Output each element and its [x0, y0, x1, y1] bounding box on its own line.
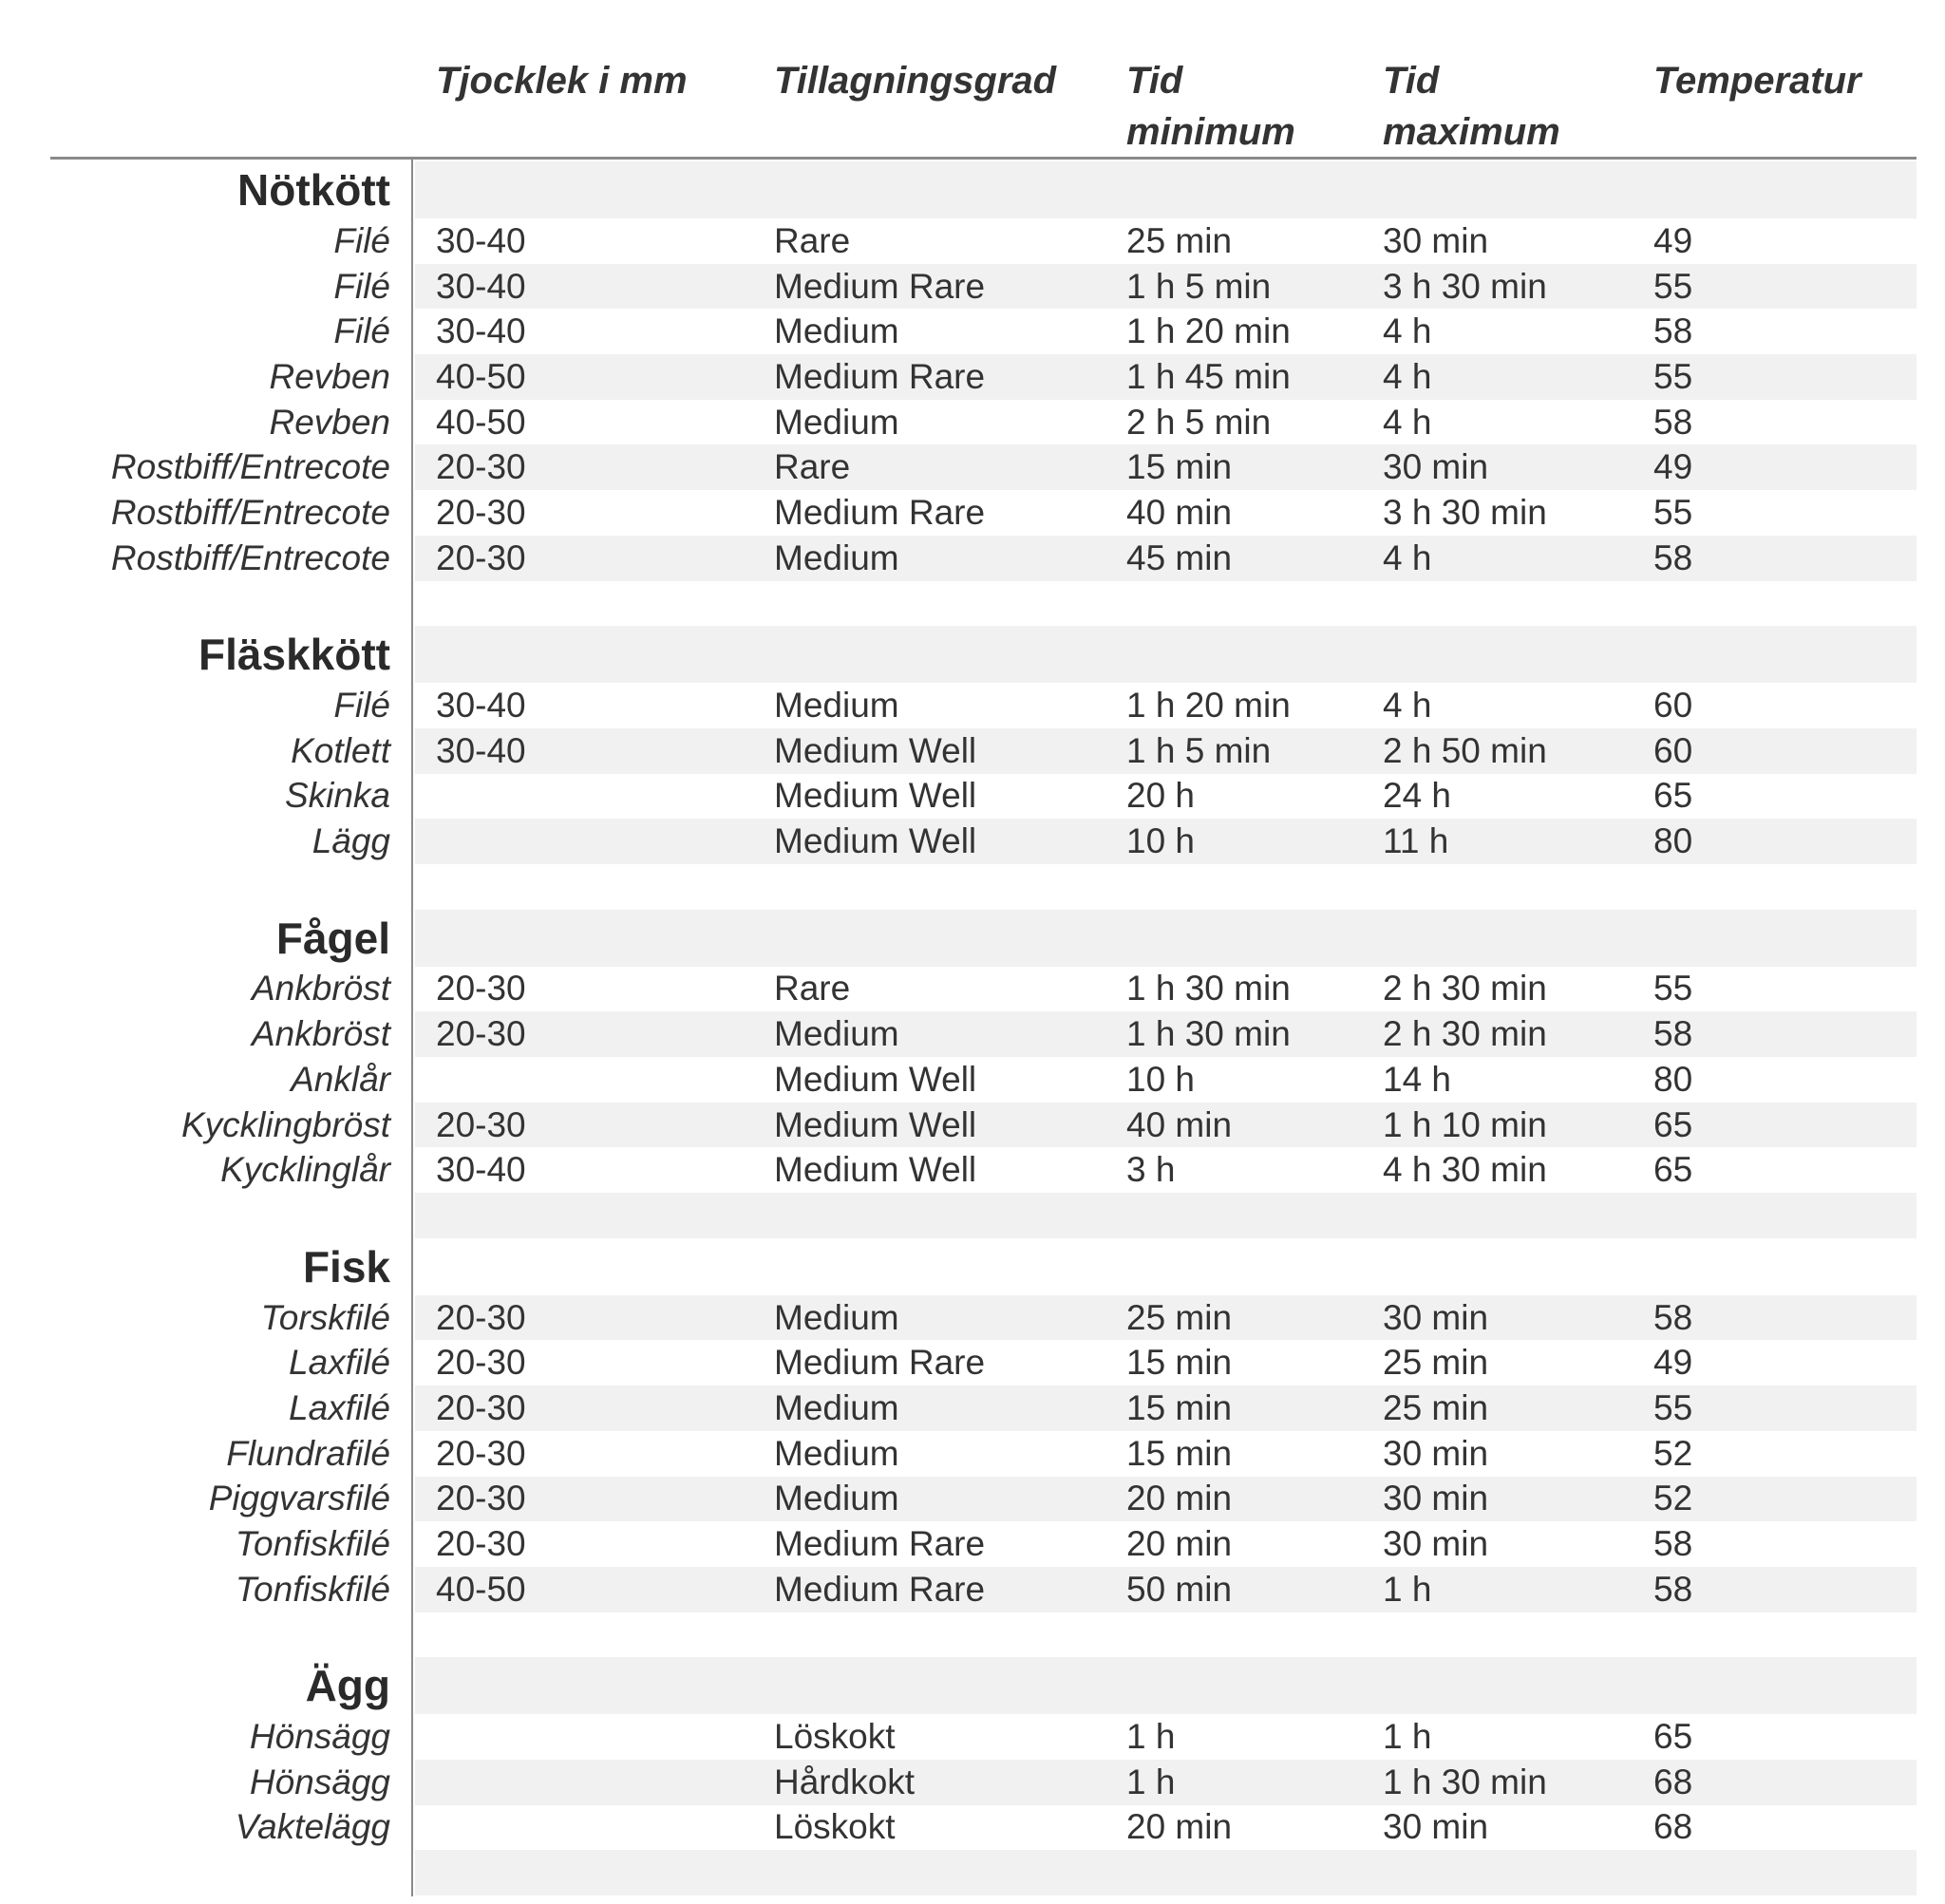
header-divider: [50, 157, 1917, 160]
time-min-cell: 1 h: [1126, 1762, 1176, 1801]
doneness-cell: Medium: [774, 1297, 899, 1337]
time-min-cell: 15 min: [1126, 1387, 1233, 1427]
row-background: [415, 864, 1917, 910]
temperature-cell: 60: [1653, 686, 1693, 726]
thickness-cell: 20-30: [436, 1479, 526, 1518]
time-min-cell: 3 h: [1126, 1150, 1176, 1190]
time-min-cell: 1 h 30 min: [1126, 1014, 1291, 1054]
section-title: Fläskkött: [198, 630, 390, 680]
table-row: [0, 400, 1917, 445]
doneness-cell: Medium: [774, 1387, 899, 1427]
temperature-cell: 65: [1653, 776, 1693, 816]
temperature-cell: 49: [1653, 447, 1693, 487]
item-name: Torskfilé: [260, 1297, 390, 1337]
table-row: [0, 683, 1917, 728]
doneness-cell: Medium: [774, 1014, 899, 1054]
thickness-cell: 20-30: [436, 1014, 526, 1054]
time-max-cell: 4 h: [1383, 402, 1432, 442]
time-min-cell: 1 h 20 min: [1126, 311, 1291, 351]
time-min-cell: 15 min: [1126, 1343, 1233, 1383]
item-name: Filé: [333, 311, 390, 351]
time-min-cell: 2 h 5 min: [1126, 402, 1272, 442]
thickness-cell: 20-30: [436, 1433, 526, 1473]
table-row: [0, 354, 1917, 400]
table-row: [0, 536, 1917, 581]
section-title: Nötkött: [237, 165, 390, 215]
section-title: Ägg: [305, 1661, 390, 1711]
thickness-cell: 30-40: [436, 686, 526, 726]
table-row: [0, 309, 1917, 354]
time-max-cell: 25 min: [1383, 1343, 1489, 1383]
row-background: [415, 626, 1917, 683]
item-name: Ankbröst: [251, 969, 390, 1009]
time-max-cell: 2 h 30 min: [1383, 1014, 1547, 1054]
section-header-row: [0, 626, 1917, 683]
item-name: Vaktelägg: [235, 1807, 390, 1847]
row-background: [415, 161, 1917, 218]
table-row: [0, 1431, 1917, 1477]
thickness-cell: 30-40: [436, 311, 526, 351]
item-name: Tonfiskfilé: [235, 1569, 390, 1609]
header-thickness: Tjocklek i mm: [436, 60, 688, 102]
table-row: [0, 490, 1917, 536]
doneness-cell: Löskokt: [774, 1717, 896, 1757]
temperature-cell: 58: [1653, 537, 1693, 577]
doneness-cell: Medium: [774, 1433, 899, 1473]
item-name: Filé: [333, 266, 390, 306]
thickness-cell: 20-30: [436, 447, 526, 487]
temperature-cell: 65: [1653, 1150, 1693, 1190]
spacer-row: [0, 1612, 1917, 1658]
thickness-cell: 40-50: [436, 1569, 526, 1609]
temperature-cell: 52: [1653, 1433, 1693, 1473]
item-name: Hönsägg: [249, 1717, 390, 1757]
table-row: [0, 967, 1917, 1012]
time-min-cell: 25 min: [1126, 1297, 1233, 1337]
item-name: Revben: [269, 402, 390, 442]
temperature-cell: 49: [1653, 220, 1693, 260]
thickness-cell: 30-40: [436, 266, 526, 306]
doneness-cell: Medium Rare: [774, 1569, 986, 1609]
time-max-cell: 1 h 30 min: [1383, 1762, 1547, 1801]
time-min-cell: 1 h 5 min: [1126, 730, 1272, 770]
doneness-cell: Medium: [774, 1479, 899, 1518]
table-row: [0, 218, 1917, 264]
temperature-cell: 58: [1653, 311, 1693, 351]
item-name: Skinka: [284, 776, 390, 816]
row-background: [415, 1657, 1917, 1714]
spacer-row: [0, 581, 1917, 627]
temperature-cell: 58: [1653, 1297, 1693, 1337]
doneness-cell: Medium Rare: [774, 266, 986, 306]
temperature-cell: 55: [1653, 266, 1693, 306]
item-name: Kycklingbröst: [180, 1104, 390, 1144]
time-min-cell: 15 min: [1126, 1433, 1233, 1473]
time-min-cell: 1 h: [1126, 1717, 1176, 1757]
temperature-cell: 55: [1653, 1387, 1693, 1427]
thickness-cell: 20-30: [436, 1104, 526, 1144]
time-min-cell: 10 h: [1126, 821, 1196, 861]
table-row: [0, 819, 1917, 864]
item-name: Hönsägg: [249, 1762, 390, 1801]
time-min-cell: 40 min: [1126, 1104, 1233, 1144]
item-name: Flundrafilé: [226, 1433, 390, 1473]
time-max-cell: 1 h: [1383, 1569, 1432, 1609]
item-name: Lägg: [312, 821, 390, 861]
section-header-row: [0, 1238, 1917, 1295]
doneness-cell: Medium Rare: [774, 492, 986, 532]
doneness-cell: Rare: [774, 969, 851, 1009]
doneness-cell: Hårdkokt: [774, 1762, 916, 1801]
table-row: [0, 1147, 1917, 1193]
doneness-cell: Medium Well: [774, 776, 977, 816]
temperature-cell: 68: [1653, 1762, 1693, 1801]
temperature-cell: 65: [1653, 1717, 1693, 1757]
thickness-cell: 20-30: [436, 1343, 526, 1383]
doneness-cell: Medium Rare: [774, 1343, 986, 1383]
row-background: [415, 1850, 1917, 1895]
time-max-cell: 1 h 10 min: [1383, 1104, 1547, 1144]
section-header-row: [0, 161, 1917, 218]
header-time-max-line1: Tid: [1383, 60, 1440, 102]
item-name: Rostbiff/Entrecote: [110, 537, 390, 577]
temperature-cell: 80: [1653, 1059, 1693, 1099]
time-min-cell: 1 h 20 min: [1126, 686, 1291, 726]
section-header-row: [0, 910, 1917, 967]
temperature-cell: 65: [1653, 1104, 1693, 1144]
temperature-cell: 68: [1653, 1807, 1693, 1847]
time-max-cell: 14 h: [1383, 1059, 1452, 1099]
temperature-cell: 52: [1653, 1479, 1693, 1518]
time-min-cell: 20 min: [1126, 1479, 1233, 1518]
time-max-cell: 30 min: [1383, 1807, 1489, 1847]
row-background: [415, 1193, 1917, 1238]
time-max-cell: 30 min: [1383, 1297, 1489, 1337]
item-name: Rostbiff/Entrecote: [110, 492, 390, 532]
spacer-row: [0, 1193, 1917, 1238]
table-row: [0, 1386, 1917, 1431]
table-row: [0, 1805, 1917, 1851]
thickness-cell: 30-40: [436, 730, 526, 770]
time-max-cell: 3 h 30 min: [1383, 492, 1547, 532]
table-row: [0, 1521, 1917, 1567]
time-min-cell: 1 h 30 min: [1126, 969, 1291, 1009]
header-time-max: [1383, 55, 1560, 158]
time-max-cell: 30 min: [1383, 220, 1489, 260]
doneness-cell: Medium: [774, 311, 899, 351]
item-name: Kotlett: [291, 730, 390, 770]
thickness-cell: 30-40: [436, 1150, 526, 1190]
table-row: [0, 1340, 1917, 1386]
time-max-cell: 3 h 30 min: [1383, 266, 1547, 306]
time-min-cell: 25 min: [1126, 220, 1233, 260]
doneness-cell: Rare: [774, 447, 851, 487]
table-row: [0, 1477, 1917, 1522]
doneness-cell: Medium: [774, 686, 899, 726]
section-title: Fågel: [275, 913, 390, 963]
table-row: [0, 1567, 1917, 1612]
time-min-cell: 20 min: [1126, 1524, 1233, 1564]
temperature-cell: 55: [1653, 969, 1693, 1009]
thickness-cell: 40-50: [436, 402, 526, 442]
time-min-cell: 45 min: [1126, 537, 1233, 577]
time-max-cell: 30 min: [1383, 447, 1489, 487]
table-row: [0, 774, 1917, 820]
time-max-cell: 4 h: [1383, 537, 1432, 577]
thickness-cell: 30-40: [436, 220, 526, 260]
time-min-cell: 1 h 45 min: [1126, 356, 1291, 396]
table-row: [0, 1011, 1917, 1057]
table-row: [0, 1760, 1917, 1805]
time-min-cell: 20 min: [1126, 1807, 1233, 1847]
thickness-cell: 20-30: [436, 537, 526, 577]
row-background: [415, 1238, 1917, 1295]
item-name: Filé: [333, 686, 390, 726]
temperature-cell: 58: [1653, 402, 1693, 442]
header-temperature: Temperatur: [1653, 60, 1861, 102]
doneness-cell: Medium Rare: [774, 1524, 986, 1564]
table-row: [0, 264, 1917, 310]
item-name: Kycklinglår: [220, 1150, 390, 1190]
item-name: Filé: [333, 220, 390, 260]
thickness-cell: 20-30: [436, 1297, 526, 1337]
temperature-cell: 80: [1653, 821, 1693, 861]
item-name: Ankbröst: [251, 1014, 390, 1054]
item-name: Piggvarsfilé: [208, 1479, 390, 1518]
item-name: Tonfiskfilé: [235, 1524, 390, 1564]
temperature-cell: 58: [1653, 1524, 1693, 1564]
item-name: Rostbiff/Entrecote: [110, 447, 390, 487]
doneness-cell: Medium Well: [774, 821, 977, 861]
time-min-cell: 15 min: [1126, 447, 1233, 487]
doneness-cell: Medium Rare: [774, 356, 986, 396]
item-name: Anklår: [291, 1059, 390, 1099]
row-background: [415, 910, 1917, 967]
time-max-cell: 30 min: [1383, 1433, 1489, 1473]
time-max-cell: 25 min: [1383, 1387, 1489, 1427]
section-title: Fisk: [302, 1241, 390, 1291]
time-min-cell: 50 min: [1126, 1569, 1233, 1609]
temperature-cell: 55: [1653, 356, 1693, 396]
time-max-cell: 4 h 30 min: [1383, 1150, 1547, 1190]
spacer-row: [0, 1850, 1917, 1895]
temperature-cell: 58: [1653, 1569, 1693, 1609]
time-min-cell: 20 h: [1126, 776, 1196, 816]
thickness-cell: 20-30: [436, 1524, 526, 1564]
header-time-min: [1126, 55, 1295, 158]
doneness-cell: Medium Well: [774, 1059, 977, 1099]
doneness-cell: Medium: [774, 402, 899, 442]
item-name: Laxfilé: [289, 1343, 390, 1383]
thickness-cell: 20-30: [436, 492, 526, 532]
temperature-cell: 55: [1653, 492, 1693, 532]
header-time-min-line2: minimum: [1126, 111, 1295, 153]
time-max-cell: 4 h: [1383, 686, 1432, 726]
cooking-table: [0, 161, 1917, 1895]
thickness-cell: 20-30: [436, 969, 526, 1009]
temperature-cell: 58: [1653, 1014, 1693, 1054]
row-background: [415, 1612, 1917, 1658]
table-row: [0, 1714, 1917, 1760]
doneness-cell: Rare: [774, 220, 851, 260]
time-max-cell: 1 h: [1383, 1717, 1432, 1757]
time-max-cell: 2 h 30 min: [1383, 969, 1547, 1009]
item-name: Laxfilé: [289, 1387, 390, 1427]
doneness-cell: Medium Well: [774, 1150, 977, 1190]
time-max-cell: 2 h 50 min: [1383, 730, 1547, 770]
table-row: [0, 444, 1917, 490]
thickness-cell: 20-30: [436, 1387, 526, 1427]
row-background: [415, 581, 1917, 627]
table-row: [0, 1057, 1917, 1103]
time-max-cell: 30 min: [1383, 1479, 1489, 1518]
item-name: Revben: [269, 356, 390, 396]
table-row: [0, 1295, 1917, 1341]
time-max-cell: 4 h: [1383, 356, 1432, 396]
spacer-row: [0, 864, 1917, 910]
time-max-cell: 11 h: [1383, 821, 1449, 861]
section-header-row: [0, 1657, 1917, 1714]
header-doneness: Tillagningsgrad: [774, 60, 1057, 102]
table-row: [0, 1103, 1917, 1148]
doneness-cell: Medium Well: [774, 1104, 977, 1144]
thickness-cell: 40-50: [436, 356, 526, 396]
time-min-cell: 40 min: [1126, 492, 1233, 532]
doneness-cell: Medium: [774, 537, 899, 577]
doneness-cell: Medium Well: [774, 730, 977, 770]
time-max-cell: 24 h: [1383, 776, 1452, 816]
time-min-cell: 10 h: [1126, 1059, 1196, 1099]
time-max-cell: 4 h: [1383, 311, 1432, 351]
temperature-cell: 60: [1653, 730, 1693, 770]
time-min-cell: 1 h 5 min: [1126, 266, 1272, 306]
header-time-max-line2: maximum: [1383, 111, 1560, 153]
temperature-cell: 49: [1653, 1343, 1693, 1383]
header-time-min-line1: Tid: [1126, 60, 1183, 102]
time-max-cell: 30 min: [1383, 1524, 1489, 1564]
doneness-cell: Löskokt: [774, 1807, 896, 1847]
table-row: [0, 728, 1917, 774]
